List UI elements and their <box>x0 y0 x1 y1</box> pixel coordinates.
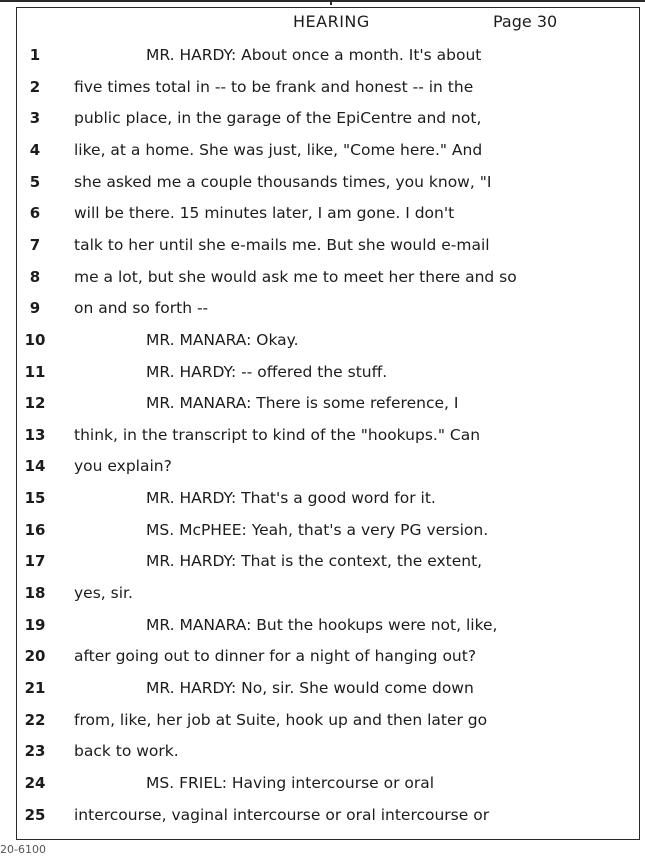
transcript-line <box>0 331 645 361</box>
line-text: MS. McPHEE: Yeah, that's a very PG version. <box>146 520 489 539</box>
line-text: MR. MANARA: There is some reference, I <box>146 394 459 413</box>
line-number: 21 <box>24 679 46 697</box>
transcript-line <box>0 426 645 456</box>
transcript-line <box>0 489 645 519</box>
line-text: MS. FRIEL: Having intercourse or oral <box>146 773 435 792</box>
transcript-line <box>0 78 645 108</box>
transcript-line <box>0 616 645 646</box>
line-number: 24 <box>24 773 46 792</box>
line-number: 12 <box>24 394 46 413</box>
line-number: 10 <box>24 330 46 349</box>
transcript-line <box>0 679 645 709</box>
line-text: on and so forth -- <box>74 299 209 318</box>
line-number: 15 <box>24 489 46 508</box>
footer-text: 20-6100 <box>0 843 46 856</box>
transcript-line <box>0 521 645 551</box>
transcript-line <box>0 552 645 582</box>
document-title: HEARING <box>293 12 370 31</box>
line-number: 18 <box>24 584 46 603</box>
line-number: 20 <box>24 647 46 666</box>
line-text: MR. HARDY: That is the context, the extent, <box>146 552 483 571</box>
line-number: 8 <box>29 267 41 286</box>
page-number: Page 30 <box>493 12 558 31</box>
top-tick <box>330 0 332 5</box>
transcript-line <box>0 584 645 614</box>
line-number: 3 <box>29 109 41 128</box>
transcript-line <box>0 268 645 298</box>
line-text: back to work. <box>74 742 179 761</box>
line-text: yes, sir. <box>74 584 133 603</box>
line-text: from, like, her job at Suite, hook up and then later go <box>74 710 488 729</box>
transcript-line <box>0 647 645 677</box>
line-number: 2 <box>29 77 41 96</box>
transcript-line <box>0 457 645 487</box>
line-text: MR. HARDY: No, sir. She would come down <box>146 679 474 697</box>
line-number: 16 <box>24 520 46 539</box>
line-number: 23 <box>24 742 46 761</box>
line-text: MR. HARDY: About once a month. It's about <box>146 46 482 64</box>
line-text: you explain? <box>74 457 172 476</box>
line-text: will be there. 15 minutes later, I am gone. I don't <box>74 204 455 223</box>
line-text: five times total in -- to be frank and honest -- in the <box>74 77 474 96</box>
line-number: 1 <box>29 46 41 64</box>
transcript-line <box>0 363 645 393</box>
line-text: talk to her until she e-mails me. But she would e-mail <box>74 235 490 254</box>
line-number: 6 <box>29 204 41 223</box>
transcript-line <box>0 806 645 836</box>
transcript-line <box>0 236 645 266</box>
line-text: MR. MANARA: Okay. <box>146 330 299 349</box>
line-number: 5 <box>29 172 41 191</box>
line-text: after going out to dinner for a night of hanging out? <box>74 647 477 666</box>
line-text: MR. HARDY: -- offered the stuff. <box>146 362 388 381</box>
top-border <box>0 0 645 2</box>
line-text: she asked me a couple thousands times, you know, "I <box>74 172 492 191</box>
transcript-line <box>0 299 645 329</box>
line-number: 19 <box>24 615 46 634</box>
transcript-line <box>0 394 645 424</box>
line-text: me a lot, but she would ask me to meet her there and so <box>74 267 517 286</box>
line-text: intercourse, vaginal intercourse or oral intercourse or <box>74 805 490 824</box>
transcript-line <box>0 742 645 772</box>
transcript-line <box>0 141 645 171</box>
line-number: 13 <box>24 425 46 444</box>
page-header <box>0 12 645 36</box>
line-number: 4 <box>29 140 41 159</box>
line-number: 25 <box>24 805 46 824</box>
transcript-line <box>0 711 645 741</box>
transcript-line <box>0 46 645 76</box>
transcript-line <box>0 173 645 203</box>
line-text: like, at a home. She was just, like, "Come here." And <box>74 140 483 159</box>
transcript-line <box>0 774 645 804</box>
line-text: think, in the transcript to kind of the "hookups." Can <box>74 425 481 444</box>
line-number: 14 <box>24 457 46 476</box>
line-number: 7 <box>29 235 41 254</box>
line-text: MR. MANARA: But the hookups were not, like, <box>146 615 498 634</box>
line-number: 22 <box>24 710 46 729</box>
line-text: MR. HARDY: That's a good word for it. <box>146 489 436 508</box>
line-number: 17 <box>24 552 46 571</box>
line-text: public place, in the garage of the EpiCentre and not, <box>74 109 482 128</box>
line-number: 9 <box>29 299 41 318</box>
transcript-line <box>0 204 645 234</box>
transcript-line <box>0 109 645 139</box>
line-number: 11 <box>24 362 46 381</box>
